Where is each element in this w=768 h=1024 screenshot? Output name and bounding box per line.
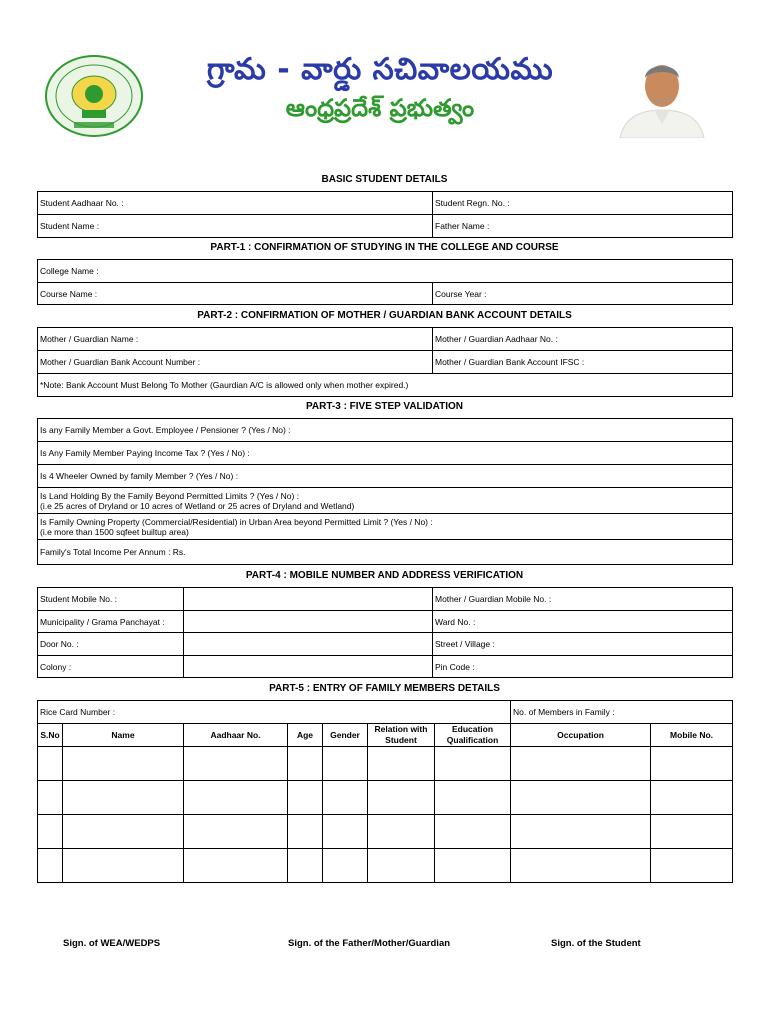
part3-title: PART-3 : FIVE STEP VALIDATION xyxy=(305,401,464,412)
column-header-name: Name xyxy=(63,724,184,747)
part1-title: PART-1 : CONFIRMATION OF STUDYING IN THE COLLEGE AND COURSE xyxy=(210,242,559,253)
table-cell[interactable] xyxy=(511,747,651,781)
column-header-mobile: Mobile No. xyxy=(651,724,733,747)
wea-signature-label: Sign. of WEA/WEDPS xyxy=(63,938,161,949)
table-cell[interactable] xyxy=(435,849,511,883)
column-header-occupation: Occupation xyxy=(511,724,651,747)
table-cell[interactable] xyxy=(511,849,651,883)
course-name-field[interactable]: Course Name : xyxy=(38,283,433,305)
form-header xyxy=(0,0,768,165)
table-cell[interactable] xyxy=(38,781,63,815)
family-members-count-field[interactable]: No. of Members in Family : xyxy=(511,701,733,724)
table-cell[interactable] xyxy=(63,781,184,815)
table-cell[interactable] xyxy=(651,747,733,781)
table-cell[interactable] xyxy=(288,815,323,849)
ap-government-emblem-logo xyxy=(44,54,144,138)
column-header-education: Education Qualification xyxy=(435,724,511,747)
student-regn-field[interactable]: Student Regn. No. : xyxy=(433,192,733,215)
header-title-telugu: గ్రామ - వార్డు సచివాలయము xyxy=(206,52,554,87)
table-cell[interactable] xyxy=(323,747,368,781)
table-cell[interactable] xyxy=(38,747,63,781)
college-name-field[interactable]: College Name : xyxy=(38,260,733,283)
table-cell[interactable] xyxy=(435,747,511,781)
guardian-name-field[interactable]: Mother / Guardian Name : xyxy=(38,328,433,351)
table-row xyxy=(38,781,733,815)
course-year-field[interactable]: Course Year : xyxy=(433,283,733,305)
land-holding-question[interactable] xyxy=(38,488,733,514)
guardian-mobile-field[interactable]: Mother / Guardian Mobile No. : xyxy=(433,588,733,611)
part3-table xyxy=(37,418,733,565)
student-mobile-label: Student Mobile No. : xyxy=(38,588,184,611)
four-wheeler-question[interactable]: Is 4 Wheeler Owned by family Member ? (Yes / No) : xyxy=(38,465,733,488)
street-village-field[interactable]: Street / Village : xyxy=(433,633,733,656)
table-cell[interactable] xyxy=(184,747,288,781)
table-cell[interactable] xyxy=(288,849,323,883)
guardian-bank-account-field[interactable]: Mother / Guardian Bank Account Number : xyxy=(38,351,433,374)
part2-table xyxy=(37,327,733,397)
table-row xyxy=(38,747,733,781)
table-cell[interactable] xyxy=(368,781,435,815)
table-cell[interactable] xyxy=(368,747,435,781)
column-header-relation: Relation with Student xyxy=(368,724,435,747)
govt-employee-question[interactable]: Is any Family Member a Govt. Employee / Pensioner ? (Yes / No) : xyxy=(38,419,733,442)
table-cell[interactable] xyxy=(511,781,651,815)
student-signature-label: Sign. of the Student xyxy=(551,938,641,949)
table-cell[interactable] xyxy=(184,815,288,849)
column-header-age: Age xyxy=(288,724,323,747)
family-income-field[interactable]: Family's Total Income Per Annum : Rs. xyxy=(38,540,733,565)
rice-card-field[interactable]: Rice Card Number : xyxy=(38,701,511,724)
table-cell[interactable] xyxy=(323,781,368,815)
table-cell[interactable] xyxy=(184,781,288,815)
colony-label: Colony : xyxy=(38,656,184,678)
guardian-ifsc-field[interactable]: Mother / Guardian Bank Account IFSC : xyxy=(433,351,733,374)
part4-title: PART-4 : MOBILE NUMBER AND ADDRESS VERIFICATION xyxy=(245,570,524,581)
table-cell[interactable] xyxy=(651,849,733,883)
municipality-label: Municipality / Grama Panchayat : xyxy=(38,611,184,633)
pin-code-field[interactable]: Pin Code : xyxy=(433,656,733,678)
family-table-header-row xyxy=(38,724,733,747)
table-cell[interactable] xyxy=(511,815,651,849)
basic-student-details-table xyxy=(37,191,733,238)
table-cell[interactable] xyxy=(651,781,733,815)
table-cell[interactable] xyxy=(63,849,184,883)
income-tax-question[interactable]: Is Any Family Member Paying Income Tax ? (Yes / No) : xyxy=(38,442,733,465)
table-cell[interactable] xyxy=(323,815,368,849)
table-cell[interactable] xyxy=(288,781,323,815)
urban-property-question-text: Is Family Owning Property (Commercial/Residential) in Urban Area beyond Permitted Limit ? (Yes / No) : xyxy=(40,516,433,527)
urban-property-question-hint: (i.e more than 1500 sqfeet builtup area) xyxy=(40,526,189,537)
table-cell[interactable] xyxy=(368,849,435,883)
ward-field[interactable]: Ward No. : xyxy=(433,611,733,633)
part5-title: PART-5 : ENTRY OF FAMILY MEMBERS DETAILS xyxy=(269,683,500,694)
municipality-input[interactable] xyxy=(184,611,433,633)
student-aadhaar-field[interactable]: Student Aadhaar No. : xyxy=(38,192,433,215)
table-cell[interactable] xyxy=(288,747,323,781)
bank-account-note: *Note: Bank Account Must Belong To Mother (Gaurdian A/C is allowed only when mother expired.) xyxy=(38,374,733,397)
part2-title: PART-2 : CONFIRMATION OF MOTHER / GUARDIAN BANK ACCOUNT DETAILS xyxy=(197,310,572,321)
table-cell[interactable] xyxy=(38,849,63,883)
table-cell[interactable] xyxy=(63,815,184,849)
land-holding-question-text: Is Land Holding By the Family Beyond Permitted Limits ? (Yes / No) : xyxy=(40,490,300,501)
part4-table xyxy=(37,587,733,678)
column-header-gender: Gender xyxy=(323,724,368,747)
urban-property-question[interactable] xyxy=(38,514,733,540)
table-cell[interactable] xyxy=(323,849,368,883)
column-header-sno: S.No xyxy=(38,724,63,747)
table-row xyxy=(38,815,733,849)
door-no-input[interactable] xyxy=(184,633,433,656)
column-header-aadhaar: Aadhaar No. xyxy=(184,724,288,747)
guardian-aadhaar-field[interactable]: Mother / Guardian Aadhaar No. : xyxy=(433,328,733,351)
guardian-signature-label: Sign. of the Father/Mother/Guardian xyxy=(288,938,451,949)
table-cell[interactable] xyxy=(651,815,733,849)
table-cell[interactable] xyxy=(368,815,435,849)
table-cell[interactable] xyxy=(435,781,511,815)
table-cell[interactable] xyxy=(435,815,511,849)
student-name-field[interactable]: Student Name : xyxy=(38,215,433,238)
colony-input[interactable] xyxy=(184,656,433,678)
door-no-label: Door No. : xyxy=(38,633,184,656)
student-mobile-input[interactable] xyxy=(184,588,433,611)
table-cell[interactable] xyxy=(184,849,288,883)
table-row xyxy=(38,849,733,883)
table-cell[interactable] xyxy=(63,747,184,781)
basic-student-details-title: BASIC STUDENT DETAILS xyxy=(321,174,448,185)
father-name-field[interactable]: Father Name : xyxy=(433,215,733,238)
chief-minister-photo xyxy=(614,52,710,138)
header-subtitle-telugu: ఆంధ్రప్రదేశ్ ప్రభుత్వం xyxy=(285,94,475,122)
land-holding-question-hint: (i.e 25 acres of Dryland or 10 acres of Wetland or 25 acres of Dryland and Wetland) xyxy=(40,500,355,511)
part1-table xyxy=(37,259,733,305)
table-cell[interactable] xyxy=(38,815,63,849)
part5-table xyxy=(37,700,733,883)
